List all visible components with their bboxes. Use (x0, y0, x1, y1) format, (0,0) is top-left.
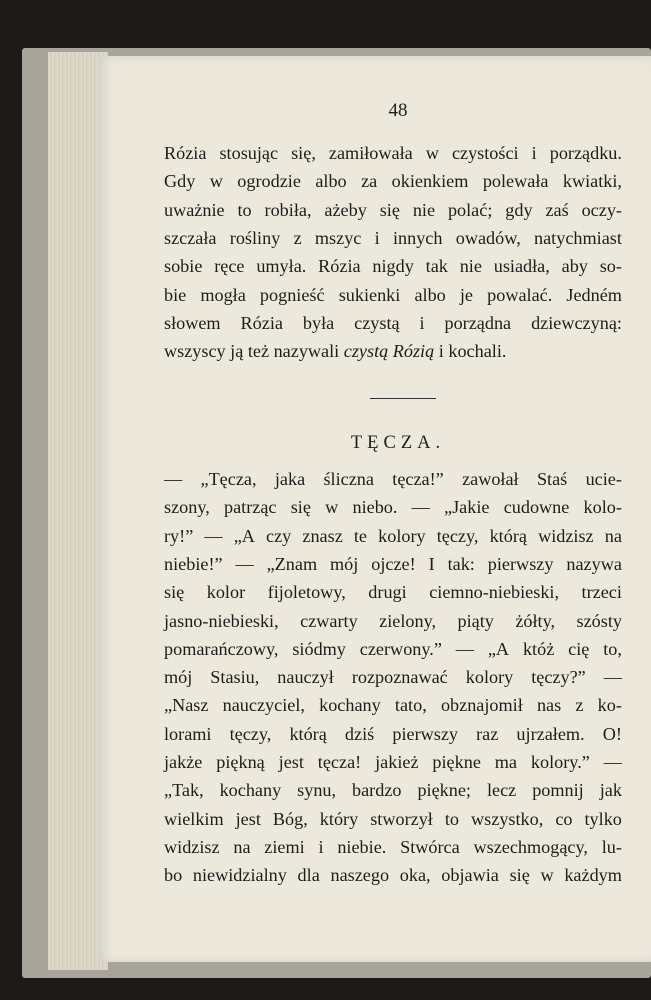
page-number: 48 (388, 100, 408, 121)
text-line: widzisz na ziemi i niebie. Stwórca wszechmogący, lu- (164, 836, 622, 857)
text-line: szczała rośliny z mszyc i innych owadów, natychmiast (164, 227, 622, 248)
text-line: mój Stasiu, nauczył rozpoznawać kolory tęczy?” — (164, 667, 622, 688)
text-span: i kochali. (434, 341, 507, 362)
text-line: — „Tęcza, jaka śliczna tęcza!” zawołał Staś ucie- (164, 469, 622, 489)
italic-text: czystą Rózią (343, 341, 435, 362)
text-line: się kolor fijoletowy, drugi ciemno-niebieski, trzeci (164, 582, 622, 603)
text-line: „Nasz nauczyciel, kochany tato, obznajomił nas z ko- (164, 695, 622, 716)
text-line: bo niewidzialny dla naszego oka, objawia się w każdym (164, 865, 622, 886)
text-line: jakże piękną jest tęcza! jakież piękne ma kolory.” — (164, 752, 622, 772)
text-line: „Tak, kochany synu, bardzo piękne; lecz pomnij jak (164, 780, 622, 801)
text-line: ry!” — „A czy znasz te kolory tęczy, którą widzisz na (164, 525, 622, 546)
text-line: lorami tęczy, którą dziś pierwszy raz ujrzałem. O! (164, 723, 622, 744)
text-line: bie mogła pognieść sukienki albo je powalać. Jedném (164, 284, 622, 305)
text-line: szony, patrząc się w niebo. — „Jakie cudowne kolo- (164, 497, 622, 518)
section-divider (370, 398, 436, 399)
text-line: sobie ręce umyła. Rózia nigdy tak nie usiadła, aby so- (164, 256, 622, 277)
text-line: uważnie to robiła, ażeby się nie polać; gdy zaś oczy- (164, 199, 622, 220)
text-line: jasno-niebieski, czwarty zielony, piąty żółty, szósty (164, 610, 622, 631)
text-line: słowem Rózia była czystą i porządna dziewczyną: (164, 312, 622, 333)
text-line: wielkim jest Bóg, który stworzył to wszystko, co tylko (164, 808, 622, 829)
text-line (164, 340, 622, 362)
text-line: Gdy w ogrodzie albo za okienkiem polewała kwiatki, (164, 171, 622, 192)
text-line: niebie!” — „Znam mój ojcze! I tak: pierwszy nazywa (164, 553, 622, 574)
text-line: Rózia stosując się, zamiłowała w czystości i porządku. (164, 143, 622, 163)
book-page (98, 56, 651, 962)
section-title: TĘCZA. (350, 433, 446, 453)
text-line: pomarańczowy, siódmy czerwony.” — „A któż cię to, (164, 638, 622, 659)
text-span: wszyscy ją też nazywali (164, 341, 344, 362)
